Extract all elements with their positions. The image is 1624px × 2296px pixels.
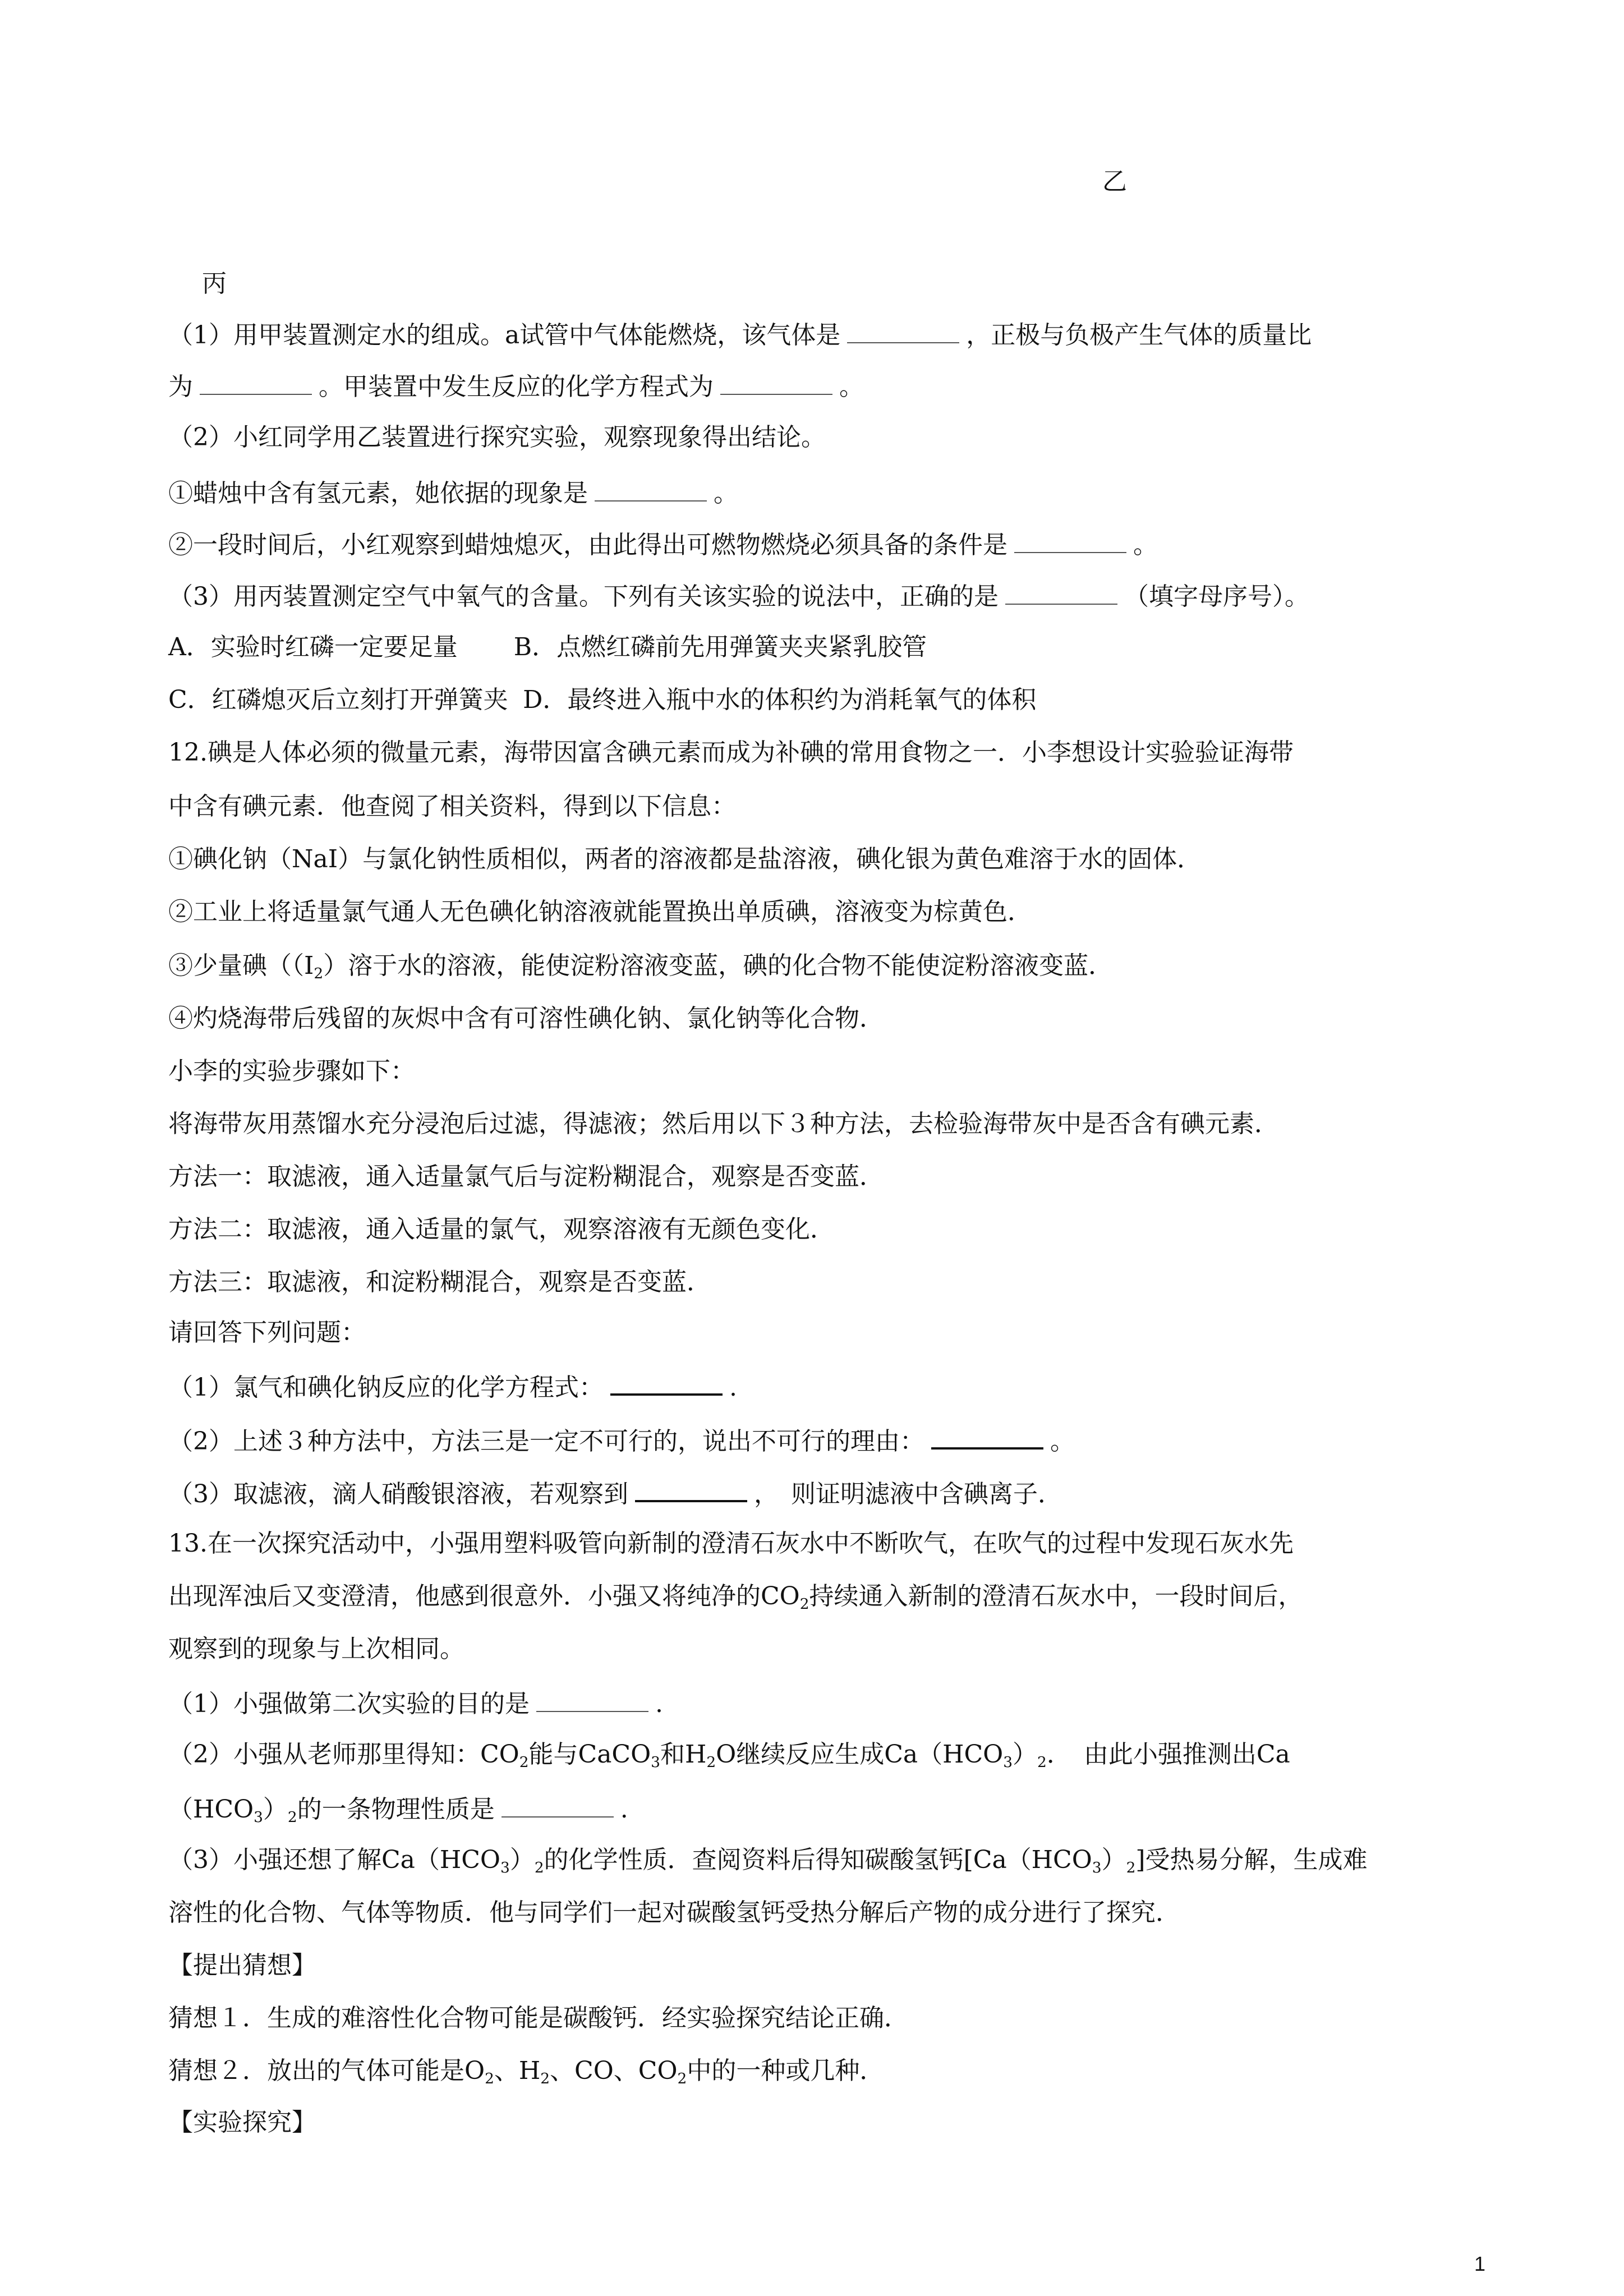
q11-part1-line1 <box>168 318 1312 351</box>
q12-method2: 方法二：取滤液，通入适量的氯气，观察溶液有无颜色变化． <box>168 1215 835 1244</box>
q12-ask: 请回答下列问题： <box>168 1318 366 1347</box>
q13-p2-a: （2）小强从老师那里得知：CO <box>168 1740 519 1769</box>
q11-options-ab <box>168 632 927 663</box>
answer-blank[interactable] <box>595 476 707 501</box>
subscript: 2 <box>706 1753 716 1771</box>
q13-p2-d: O继续反应生成Ca（HCO <box>716 1740 1004 1769</box>
subscript: 2 <box>534 1858 544 1876</box>
q13-p3-b: ） <box>509 1846 535 1874</box>
q12-a3-text: （3）取滤液，滴人硝酸银溶液，若观察到 <box>168 1480 628 1508</box>
q13-part2-line1 <box>168 1739 1290 1770</box>
q13-p2-b: 能与CaCO <box>528 1740 651 1769</box>
subscript: 2 <box>314 964 324 982</box>
q11-p1-text-b: ，正极与负极产生气体的质量比 <box>966 321 1312 349</box>
answer-blank[interactable] <box>847 318 959 343</box>
q13-l2-a: 出现浑浊后又变澄清，他感到很意外．小强又将纯净的CO <box>168 1582 800 1611</box>
subscript: 3 <box>651 1753 660 1771</box>
q13-part3-line2: 溶性的化合物、气体等物质．他与同学们一起对碳酸氢钙受热分解后产物的成分进行了探究． <box>168 1898 1180 1927</box>
q13-line2 <box>168 1581 1303 1612</box>
q13-p2-i: 的一条物理性质是 <box>297 1795 495 1824</box>
q13-g2-d: 中的一种或几种． <box>687 2056 885 2085</box>
subscript: 2 <box>287 1808 297 1826</box>
q13-p1-text: （1）小强做第二次实验的目的是 <box>168 1690 530 1718</box>
q12-step1: 将海带灰用蒸馏水充分浸泡后过滤，得滤液；然后用以下３种方法，去检验海带灰中是否含有碘元素． <box>168 1110 1279 1138</box>
subscript: 2 <box>677 2069 687 2087</box>
answer-blank[interactable] <box>720 369 832 395</box>
q12-info3-b: ）溶于水的溶液，能使淀粉溶液变蓝，碘的化合物不能使淀粉溶液变蓝． <box>323 951 1114 980</box>
q11-p3-end: （填字母序号）。 <box>1124 582 1309 611</box>
q13-part3-line1 <box>168 1844 1368 1876</box>
q11-part2: （2）小红同学用乙装置进行探究实验，观察现象得出结论。 <box>168 423 826 452</box>
q13-part2-line2 <box>168 1792 628 1825</box>
q13-p3-a: （3）小强还想了解Ca（HCO <box>168 1846 501 1874</box>
subscript: 2 <box>485 2069 494 2087</box>
q12-line1: 12.碘是人体必须的微量元素，海带因富含碘元素而成为补碘的常用食物之一．小李想设计实验验证海带 <box>168 738 1294 767</box>
q12-answer1 <box>168 1369 737 1404</box>
q13-line1: 13.在一次探究活动中，小强用塑料吸管向新制的澄清石灰水中不断吹气，在吹气的过程中发现石灰水先 <box>168 1529 1294 1558</box>
answer-blank[interactable] <box>635 1475 747 1502</box>
answer-blank[interactable] <box>1005 579 1117 605</box>
q11-p1-text-d: 。甲装置中发生反应的化学方程式为 <box>319 372 714 401</box>
subscript: 3 <box>1092 1858 1102 1876</box>
q11-option-c: C．红磷熄灭后立刻打开弹簧夹 <box>168 685 508 714</box>
q12-steps-title: 小李的实验步骤如下： <box>168 1057 415 1085</box>
subscript: 3 <box>500 1858 510 1876</box>
q11-p1-text-e: 。 <box>839 372 864 401</box>
subscript: 3 <box>1003 1753 1013 1771</box>
q11-option-b: B．点燃红磷前先用弹簧夹夹紧乳胶管 <box>513 633 927 661</box>
q13-part1 <box>168 1686 663 1720</box>
q11-p2-2-text: ②一段时间后，小红观察到蜡烛熄灭，由此得出可燃物燃烧必须具备的条件是 <box>168 531 1007 559</box>
q11-part2-item2 <box>168 527 1158 561</box>
q13-heading-experiment: 【实验探究】 <box>168 2108 316 2137</box>
figure-label-yi: 乙 <box>1102 167 1127 196</box>
answer-blank[interactable] <box>931 1423 1043 1450</box>
q11-p3-text: （3）用丙装置测定空气中氧气的含量。下列有关该实验的说法中，正确的是 <box>168 582 999 611</box>
q13-l2-b: 持续通入新制的澄清石灰水中，一段时间后， <box>809 1582 1303 1611</box>
q11-part3 <box>168 579 1309 613</box>
answer-blank[interactable] <box>610 1369 723 1396</box>
subscript: 2 <box>799 1595 809 1613</box>
q13-p3-d: ） <box>1101 1846 1126 1874</box>
answer-blank[interactable] <box>1014 527 1126 553</box>
q12-info4: ④灼烧海带后残留的灰烬中含有可溶性碘化钠、氯化钠等化合物． <box>168 1004 884 1033</box>
page-number: 1 <box>1474 2252 1486 2275</box>
q13-p2-c: 和H <box>660 1740 707 1769</box>
answer-blank[interactable] <box>536 1686 648 1712</box>
q12-answer2 <box>168 1423 1075 1457</box>
subscript: 2 <box>519 1753 529 1771</box>
q11-options-cd <box>168 684 1036 716</box>
q11-p2-2-end: 。 <box>1133 531 1158 559</box>
q11-part1-line2 <box>168 369 864 403</box>
q13-heading-hypothesis: 【提出猜想】 <box>168 1951 316 1980</box>
figure-label-bing: 丙 <box>202 269 227 298</box>
q13-p2-j: . <box>620 1795 628 1824</box>
q13-g2-c: 、CO、CO <box>550 2056 678 2085</box>
q13-line3: 观察到的现象与上次相同。 <box>168 1635 464 1663</box>
q12-a3-end: ， 则证明滤液中含碘离子． <box>754 1480 1062 1508</box>
q11-option-a: A．实验时红磷一定要足量 <box>168 633 458 661</box>
q13-g2-a: 猜想２．放出的气体可能是O <box>168 2056 485 2085</box>
q12-info2: ②工业上将适量氯气通人无色碘化钠溶液就能置换出单质碘，溶液变为棕黄色． <box>168 898 1032 926</box>
q11-p1-text-c: 为 <box>168 372 193 401</box>
subscript: 3 <box>254 1808 263 1826</box>
q13-p2-e: ） <box>1013 1740 1038 1769</box>
q11-part2-item1 <box>168 476 738 509</box>
q12-a2-text: （2）上述３种方法中，方法三是一定不可行的，说出不可行的理由： <box>168 1427 924 1456</box>
q12-a1-text: （1）氯气和碘化钠反应的化学方程式： <box>168 1373 604 1402</box>
q13-guess2 <box>168 2055 884 2087</box>
answer-blank[interactable] <box>502 1792 614 1818</box>
q12-answer3 <box>168 1475 1062 1510</box>
q12-method1: 方法一：取滤液，通入适量氯气后与淀粉糊混合，观察是否变蓝． <box>168 1162 884 1191</box>
q12-method3: 方法三：取滤液，和淀粉糊混合，观察是否变蓝． <box>168 1268 711 1296</box>
q13-p2-g: （HCO <box>168 1795 254 1824</box>
q13-p3-c: 的化学性质．查阅资料后得知碳酸氢钙[Ca（HCO <box>544 1846 1092 1874</box>
q13-guess1: 猜想１．生成的难溶性化合物可能是碳酸钙．经实验探究结论正确． <box>168 2004 909 2032</box>
q12-line2: 中含有碘元素．他查阅了相关资料，得到以下信息： <box>168 792 736 821</box>
q12-info3 <box>168 950 1113 982</box>
q13-p2-h: ） <box>263 1795 288 1824</box>
q11-p2-1-text: ①蜡烛中含有氢元素，她依据的现象是 <box>168 479 588 508</box>
q12-a2-end: 。 <box>1050 1427 1075 1456</box>
subscript: 2 <box>1126 1858 1136 1876</box>
q13-p3-e: ]受热易分解，生成难 <box>1135 1846 1368 1874</box>
q12-info3-a: ③少量碘（（I <box>168 951 314 980</box>
subscript: 2 <box>1037 1753 1047 1771</box>
q11-p1-text-a: （1）用甲装置测定水的组成。a试管中气体能燃烧，该气体是 <box>168 321 841 349</box>
q11-p2-1-end: 。 <box>714 479 738 508</box>
q13-p2-f: ． 由此小强推测出Ca <box>1046 1740 1290 1769</box>
q11-option-d: D．最终进入瓶中水的体积约为消耗氧气的体积 <box>523 685 1037 714</box>
answer-blank[interactable] <box>200 369 312 395</box>
q12-info1: ①碘化钠（NaI）与氯化钠性质相似，两者的溶液都是盐溶液，碘化银为黄色难溶于水的固体． <box>168 845 1202 873</box>
q13-g2-b: 、H <box>494 2056 541 2085</box>
q12-a1-end: . <box>729 1373 737 1402</box>
q13-p1-end: . <box>655 1690 663 1718</box>
subscript: 2 <box>540 2069 550 2087</box>
